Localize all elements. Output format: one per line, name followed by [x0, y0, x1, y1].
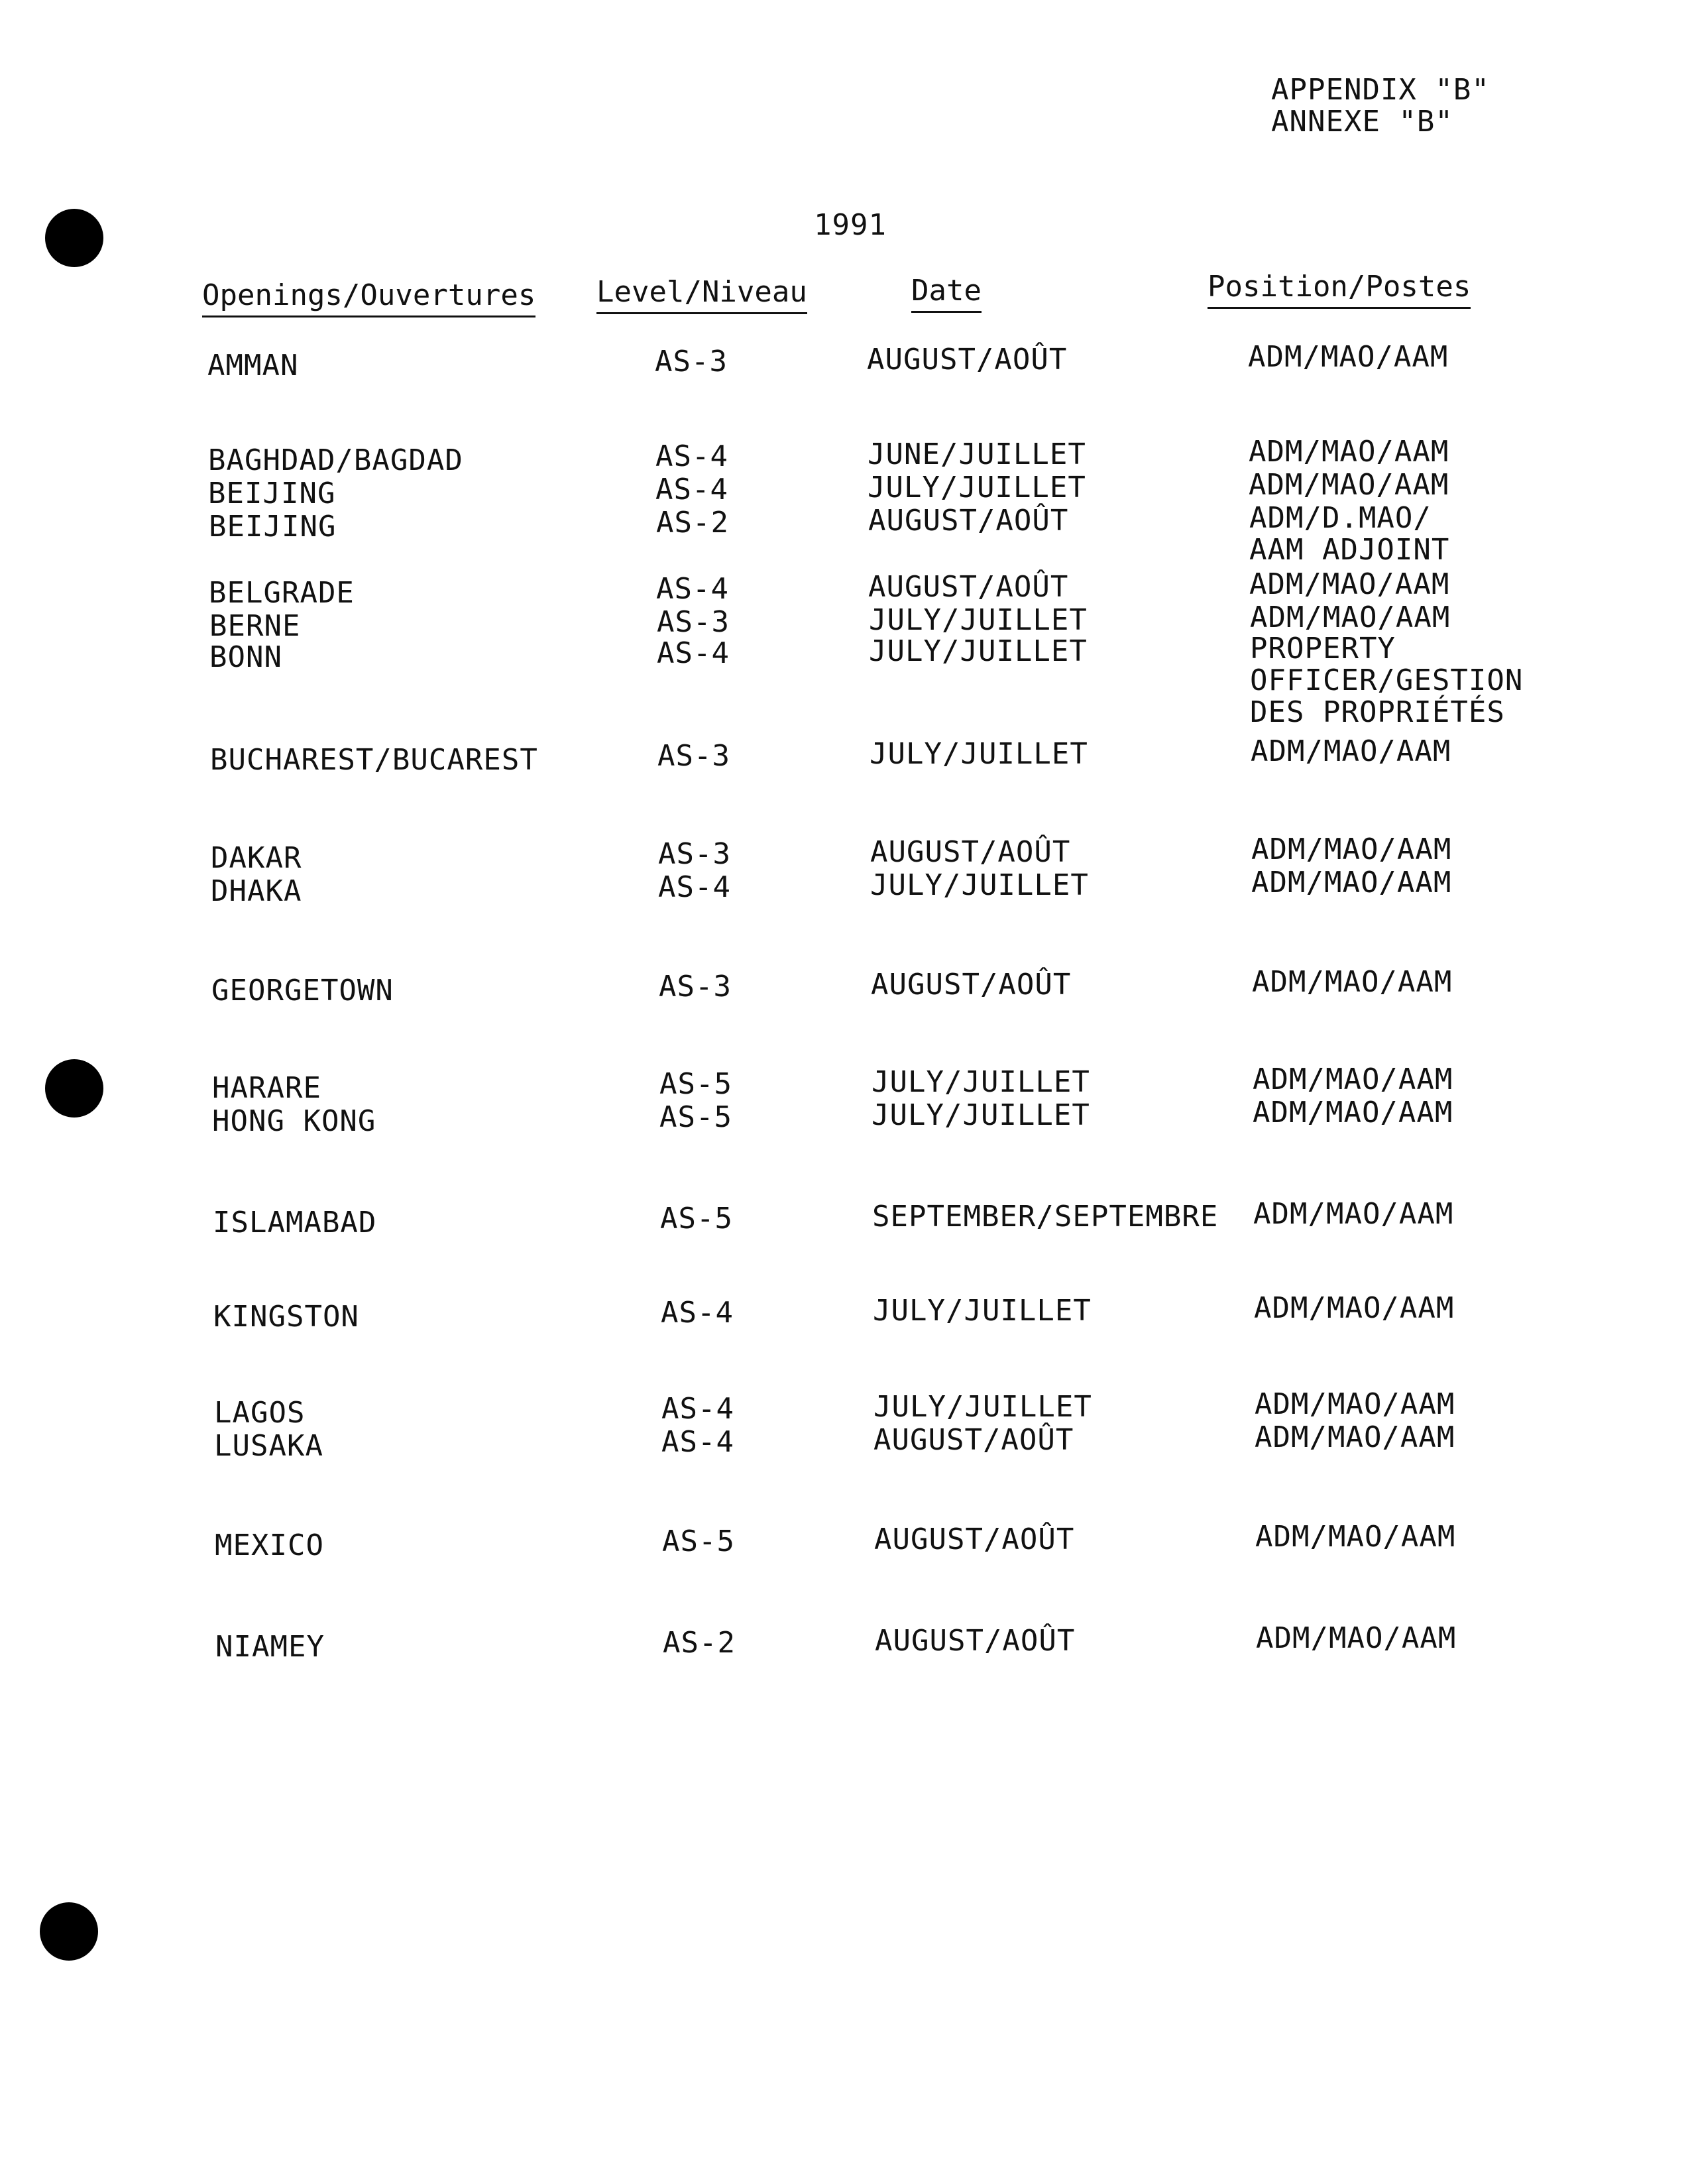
- position-cell: ADM/MAO/AAM: [1251, 734, 1451, 768]
- level-cell: AS-4: [656, 572, 729, 606]
- opening-cell: BAGHDAD/BAGDAD: [208, 443, 463, 477]
- level-cell: AS-5: [662, 1524, 735, 1558]
- position-cell: ADM/MAO/AAM: [1252, 965, 1453, 999]
- opening-cell: LUSAKA: [214, 1429, 323, 1463]
- opening-cell: DAKAR: [211, 841, 302, 875]
- opening-cell: AMMAN: [207, 349, 299, 382]
- date-cell: JULY/JUILLET: [868, 471, 1086, 504]
- date-cell: AUGUST/AOÛT: [870, 835, 1071, 869]
- opening-cell: KINGSTON: [213, 1300, 359, 1334]
- position-cell: ADM/MAO/AAM: [1253, 1197, 1454, 1231]
- level-cell: AS-2: [663, 1626, 736, 1660]
- opening-cell: BELGRADE: [209, 576, 355, 610]
- level-cell: AS-3: [655, 345, 728, 378]
- date-cell: JULY/JUILLET: [873, 1390, 1092, 1424]
- date-cell: AUGUST/AOÛT: [867, 343, 1068, 376]
- position-cell: ADM/D.MAO/: [1249, 501, 1432, 535]
- position-cell: PROPERTY: [1250, 632, 1396, 665]
- date-cell: JULY/JUILLET: [872, 1065, 1090, 1099]
- level-cell: AS-4: [661, 1392, 734, 1426]
- position-cell: ADM/MAO/AAM: [1253, 1063, 1453, 1096]
- level-cell: AS-4: [657, 636, 730, 670]
- opening-cell: BEIJING: [209, 510, 337, 544]
- column-header-position: [1208, 270, 1471, 309]
- position-cell-continuation: AAM ADJOINT: [1249, 533, 1450, 567]
- level-cell: AS-3: [657, 739, 730, 773]
- opening-cell: BERNE: [209, 609, 301, 643]
- date-cell: AUGUST/AOÛT: [873, 1423, 1074, 1457]
- position-cell: ADM/MAO/AAM: [1255, 1387, 1455, 1421]
- level-cell: AS-4: [661, 1425, 734, 1459]
- position-cell-continuation: DES PROPRIÉTÉS: [1250, 695, 1505, 729]
- position-cell: ADM/MAO/AAM: [1255, 1420, 1455, 1454]
- opening-cell: LAGOS: [214, 1396, 306, 1430]
- punch-hole-bottom: [40, 1902, 98, 1961]
- date-cell: JULY/JUILLET: [869, 603, 1088, 637]
- position-cell: ADM/MAO/AAM: [1248, 340, 1449, 374]
- column-header-date: [911, 274, 982, 313]
- date-cell: AUGUST/AOÛT: [871, 968, 1072, 1002]
- level-cell: AS-4: [658, 870, 731, 904]
- level-cell: AS-4: [655, 439, 728, 473]
- level-cell: AS-4: [655, 473, 728, 506]
- column-header-openings: [202, 278, 535, 317]
- column-header-openings-label: Openings/Ouvertures: [202, 278, 535, 317]
- date-cell: JULY/JUILLET: [869, 634, 1088, 668]
- opening-cell: HARARE: [212, 1071, 321, 1105]
- position-cell: ADM/MAO/AAM: [1251, 833, 1452, 866]
- opening-cell: NIAMEY: [215, 1630, 325, 1664]
- punch-hole-middle: [45, 1059, 103, 1118]
- year-heading: 1991: [814, 208, 887, 242]
- level-cell: AS-3: [657, 605, 730, 639]
- position-cell: ADM/MAO/AAM: [1255, 1520, 1456, 1554]
- column-header-level: [596, 275, 807, 314]
- punch-hole-top: [45, 209, 103, 267]
- level-cell: AS-3: [658, 837, 731, 871]
- position-cell: ADM/MAO/AAM: [1249, 468, 1449, 502]
- opening-cell: BUCHAREST/BUCAREST: [210, 743, 538, 777]
- appendix-label: APPENDIX "B": [1271, 73, 1490, 107]
- date-cell: SEPTEMBER/SEPTEMBRE: [872, 1200, 1219, 1234]
- annexe-label: ANNEXE "B": [1271, 105, 1453, 139]
- position-cell: ADM/MAO/AAM: [1253, 1096, 1453, 1129]
- position-cell-continuation: OFFICER/GESTION: [1250, 663, 1524, 697]
- date-cell: AUGUST/AOÛT: [874, 1523, 1075, 1556]
- opening-cell: BONN: [209, 640, 282, 674]
- position-cell: ADM/MAO/AAM: [1250, 601, 1451, 634]
- position-cell: ADM/MAO/AAM: [1249, 435, 1449, 469]
- date-cell: JULY/JUILLET: [872, 1098, 1090, 1132]
- position-cell: ADM/MAO/AAM: [1249, 567, 1450, 601]
- date-cell: AUGUST/AOÛT: [868, 570, 1069, 604]
- level-cell: AS-5: [659, 1067, 732, 1101]
- date-cell: JULY/JUILLET: [870, 868, 1089, 902]
- opening-cell: GEORGETOWN: [211, 974, 394, 1007]
- opening-cell: MEXICO: [215, 1528, 324, 1562]
- opening-cell: HONG KONG: [212, 1104, 376, 1138]
- level-cell: AS-5: [660, 1202, 733, 1236]
- opening-cell: BEIJING: [208, 477, 336, 510]
- opening-cell: DHAKA: [211, 874, 302, 908]
- column-header-date-label: Date: [911, 274, 982, 313]
- date-cell: JULY/JUILLET: [873, 1294, 1092, 1328]
- level-cell: AS-4: [661, 1296, 734, 1330]
- date-cell: AUGUST/AOÛT: [868, 504, 1069, 538]
- date-cell: AUGUST/AOÛT: [875, 1624, 1076, 1658]
- position-cell: ADM/MAO/AAM: [1251, 866, 1452, 899]
- opening-cell: ISLAMABAD: [213, 1206, 377, 1239]
- level-cell: AS-3: [659, 970, 732, 1004]
- date-cell: JUNE/JUILLET: [868, 437, 1086, 471]
- position-cell: ADM/MAO/AAM: [1256, 1621, 1457, 1655]
- level-cell: AS-2: [656, 506, 729, 540]
- column-header-level-label: Level/Niveau: [596, 275, 807, 314]
- date-cell: JULY/JUILLET: [870, 737, 1088, 771]
- level-cell: AS-5: [659, 1100, 732, 1134]
- column-header-position-label: Position/Postes: [1208, 270, 1471, 309]
- position-cell: ADM/MAO/AAM: [1254, 1291, 1455, 1325]
